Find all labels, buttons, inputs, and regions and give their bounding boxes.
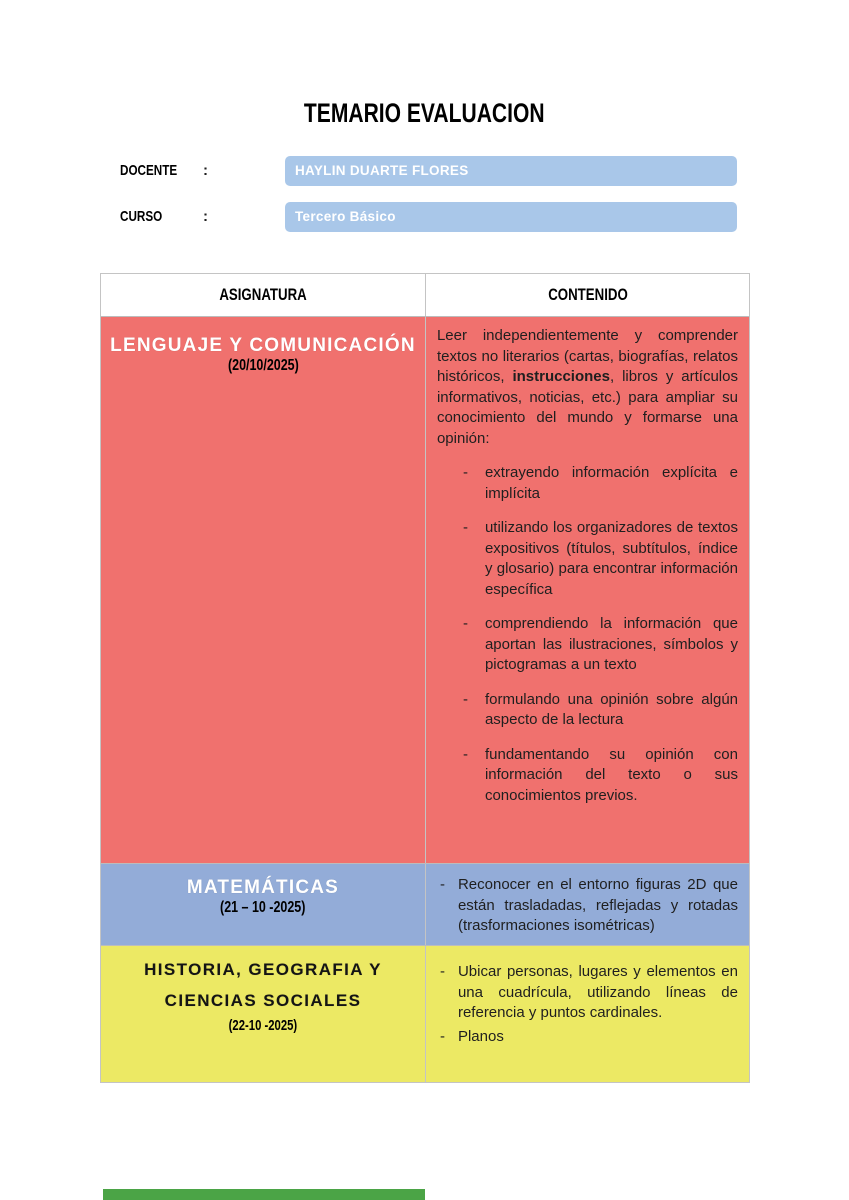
page-title-text: TEMARIO EVALUACION: [304, 98, 545, 128]
lenguaje-bullet-1: [463, 463, 738, 504]
bullet-dash: -: [462, 519, 468, 536]
table-header-row: [101, 274, 749, 316]
header-contenido: [425, 274, 749, 316]
lenguaje-subject: LENGUAJE Y COMUNICACIÓN: [110, 335, 416, 356]
docente-value: HAYLIN DUARTE FLORES: [295, 163, 469, 178]
lenguaje-bullet-2-text: utilizando los organizadores de textos expositivos (títulos, subtítulos, índice y glosario) para encontrar información específica: [484, 519, 738, 598]
curso-label: CURSO: [120, 208, 163, 225]
curso-value: Tercero Básico: [295, 209, 396, 224]
table-row-historia: [101, 945, 749, 1082]
lenguaje-intro-after: , libros y artículos informativos, noticias, etc.) para ampliar su conocimiento del mundo y formarse una opinión:: [436, 368, 738, 447]
matematicas-content-cell: [425, 864, 749, 945]
matematicas-subject-cell: [101, 864, 425, 945]
lenguaje-bullet-4-text: formulando una opinión sobre algún aspecto de la lectura: [484, 690, 738, 728]
header-contenido-label: CONTENIDO: [547, 285, 628, 304]
lenguaje-intro-before: Leer independientemente y comprender textos no literarios (cartas, biografías, relatos históricos,: [436, 327, 738, 385]
bullet-dash: -: [439, 876, 445, 893]
historia-bullet-1: [440, 962, 738, 1024]
bullet-dash: -: [462, 464, 468, 481]
lenguaje-bullet-2: [463, 518, 738, 600]
curso-field-row: [120, 202, 738, 232]
historia-bullet-1-text: Ubicar personas, lugares y elementos en una cuadrícula, utilizando líneas de referencia y puntos cardinales.: [457, 963, 738, 1021]
next-table-row-edge: [103, 1189, 425, 1200]
historia-subject-cell: [101, 946, 425, 1082]
matematicas-subject: MATEMÁTICAS: [186, 877, 340, 898]
historia-bullet-2-text: Planos: [457, 1027, 504, 1045]
lenguaje-intro: [437, 326, 738, 449]
lenguaje-bullet-1-text: extrayendo información explícita e implícita: [484, 464, 738, 502]
temario-table: [100, 273, 750, 1083]
docente-field-row: [120, 156, 738, 186]
bullet-dash: -: [439, 1027, 445, 1045]
header-asignatura: [101, 274, 425, 316]
historia-subject-line2: CIENCIAS SOCIALES: [164, 991, 362, 1010]
curso-value-box[interactable]: [285, 202, 737, 232]
matematicas-bullet-1-text: Reconocer en el entorno figuras 2D que están trasladadas, reflejadas y rotadas (trasformaciones isométricas): [457, 876, 738, 934]
table-row-matematicas: [101, 863, 749, 945]
docente-value-box[interactable]: [285, 156, 737, 186]
lenguaje-subject-cell: [101, 317, 425, 863]
lenguaje-content-cell: [425, 317, 749, 863]
historia-date: (22-10 -2025): [228, 1018, 298, 1034]
page-title: [0, 98, 849, 129]
lenguaje-bullet-3-text: comprendiendo la información que aportan las ilustraciones, símbolos y pictogramas a un texto: [484, 615, 738, 673]
lenguaje-date: (20/10/2025): [227, 357, 299, 374]
historia-subject-line1: HISTORIA, GEOGRAFIA Y: [144, 960, 382, 979]
bullet-dash: -: [462, 745, 468, 763]
matematicas-bullet-1: [440, 875, 738, 937]
table-row-lenguaje: [101, 316, 749, 863]
lenguaje-bullet-5: [463, 745, 738, 807]
matematicas-date: (21 – 10 -2025): [220, 899, 306, 916]
lenguaje-intro-bold: instrucciones: [512, 368, 610, 385]
bullet-dash: -: [462, 690, 468, 708]
curso-colon: :: [203, 208, 208, 225]
header-asignatura-label: ASIGNATURA: [219, 285, 307, 304]
historia-content-cell: [425, 946, 749, 1082]
lenguaje-bullet-5-text: fundamentando su opinión con información del texto o sus conocimientos previos.: [484, 745, 738, 804]
bullet-dash: -: [439, 963, 445, 980]
bullet-dash: -: [462, 615, 468, 632]
docente-colon: :: [203, 162, 208, 179]
lenguaje-bullet-3: [463, 614, 738, 676]
docente-label: DOCENTE: [120, 162, 178, 179]
lenguaje-bullet-4: [463, 690, 738, 731]
historia-bullet-2: [440, 1027, 738, 1048]
